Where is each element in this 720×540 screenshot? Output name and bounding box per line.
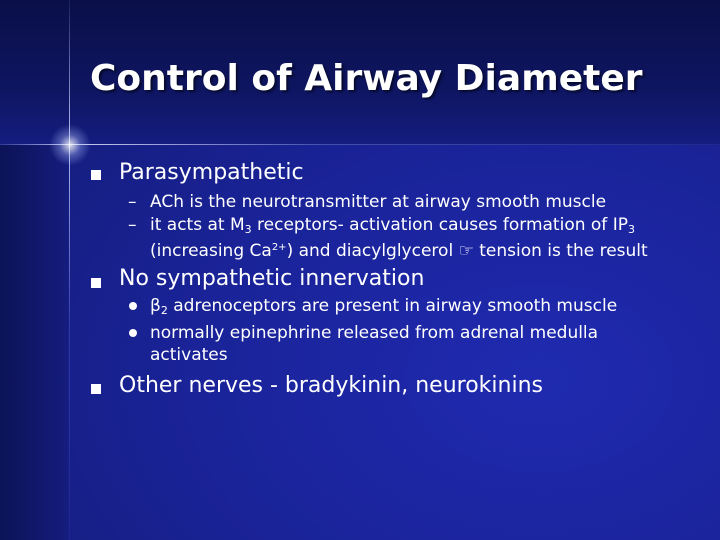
pointing-hand-icon: ☞ bbox=[458, 241, 474, 261]
square-bullet-icon bbox=[91, 278, 101, 288]
sub-bullet-beta2: $\beta_2$ adrenoceptors are present in airway smooth muscle bbox=[150, 296, 618, 317]
sub-bullet-m3-continuation: (increasing $Ca^{2+}$) and diacylglycerol ☞ tension is the result bbox=[150, 241, 648, 261]
bullet-parasympathetic: Parasympathetic bbox=[119, 160, 304, 185]
bullet-no-sympathetic: No sympathetic innervation bbox=[119, 266, 425, 291]
sparkle-icon bbox=[49, 124, 91, 166]
bullet-other-nerves: Other nerves - bradykinin, neurokinins bbox=[119, 373, 543, 398]
dot-bullet-icon bbox=[129, 302, 137, 310]
square-bullet-icon bbox=[91, 384, 101, 394]
sub-bullet-epinephrine-continuation: activates bbox=[150, 345, 228, 365]
dash-marker: – bbox=[128, 192, 137, 212]
sub-bullet-m3-receptors: it acts at $M_3$ receptors- activation causes formation of $IP_3$ bbox=[150, 215, 635, 236]
vertical-accent-line bbox=[69, 0, 70, 540]
square-bullet-icon bbox=[91, 170, 101, 180]
left-band bbox=[0, 145, 68, 540]
sub-bullet-ach: ACh is the neurotransmitter at airway smooth muscle bbox=[150, 192, 607, 212]
dot-bullet-icon bbox=[129, 329, 137, 337]
dash-marker: – bbox=[128, 215, 137, 235]
slide-title: Control of Airway Diameter bbox=[90, 58, 643, 99]
sub-bullet-epinephrine: normally epinephrine released from adrenal medulla bbox=[150, 323, 599, 343]
horizontal-accent-line bbox=[0, 144, 720, 145]
